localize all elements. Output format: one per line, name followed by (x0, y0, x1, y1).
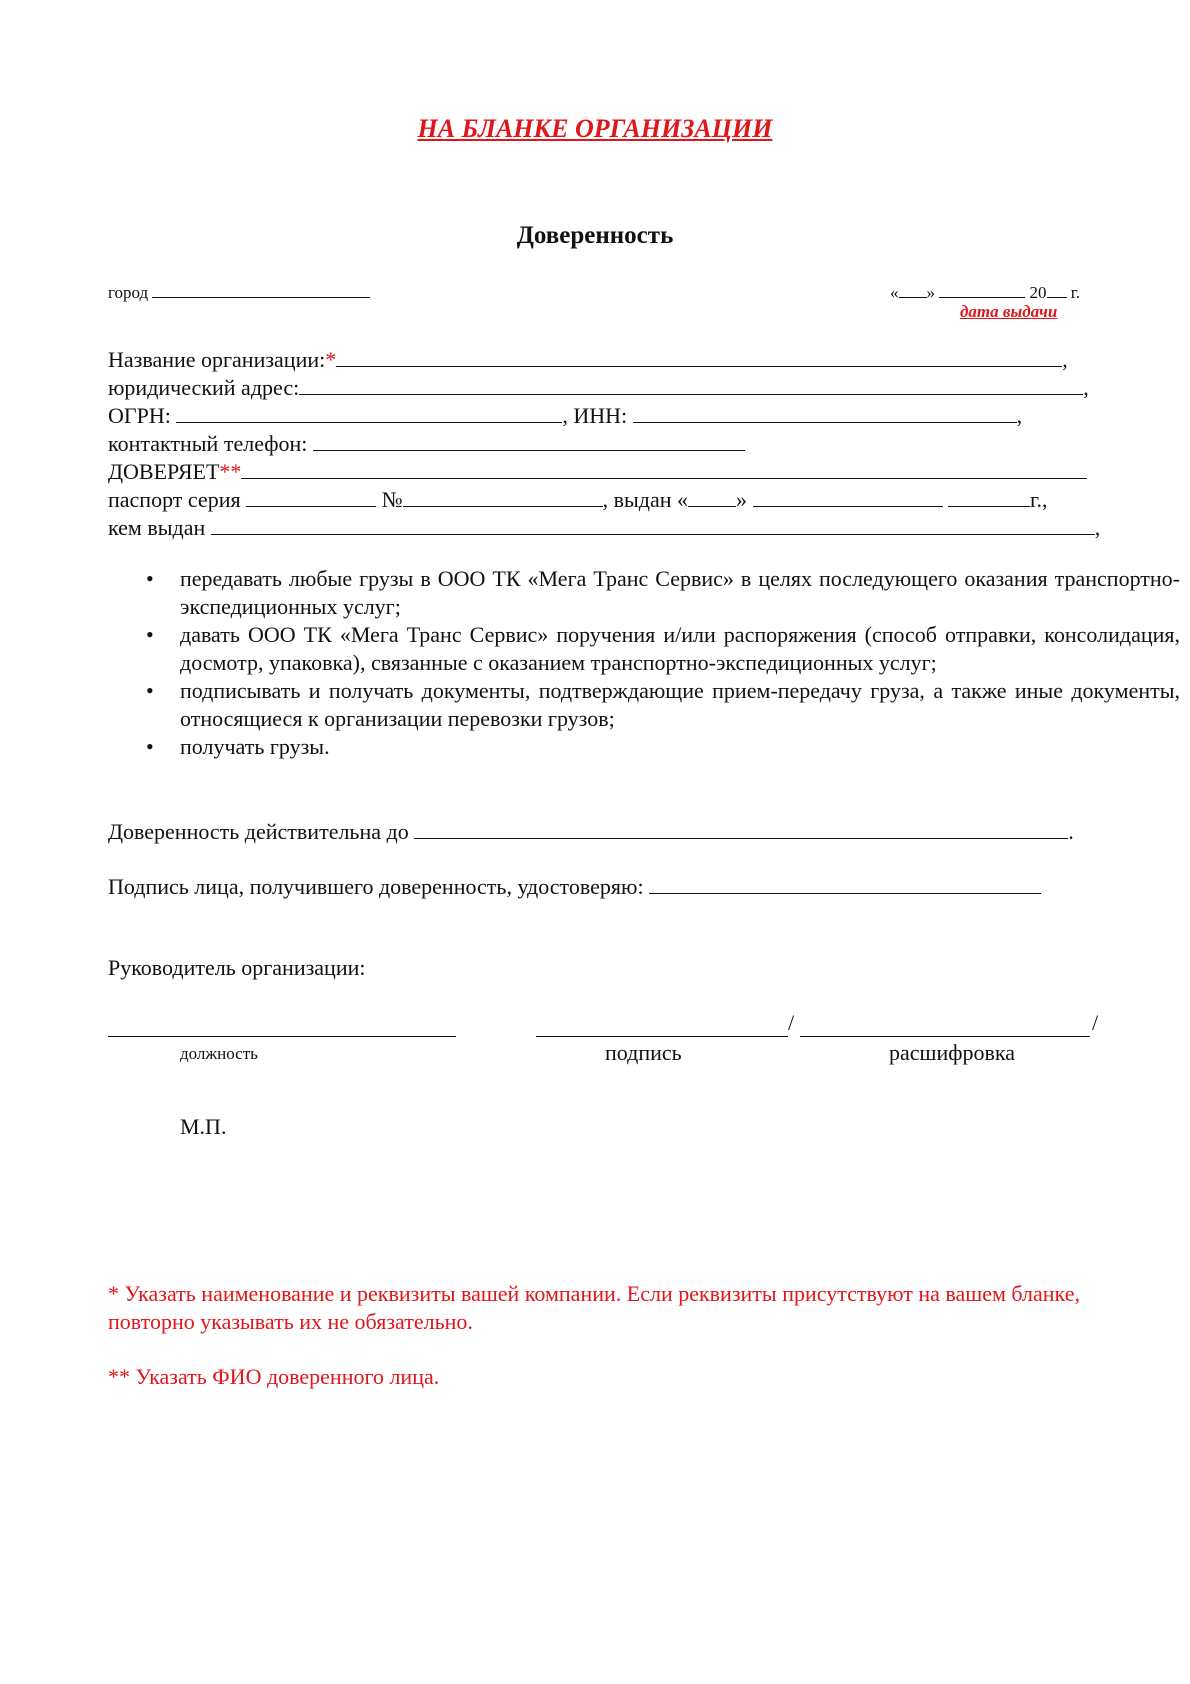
org-name-blank[interactable] (336, 348, 1062, 367)
decoding-blank[interactable] (800, 1036, 1090, 1037)
issued-year-blank[interactable] (948, 488, 1030, 507)
date-open-quote: « (890, 283, 899, 302)
trusted-person-blank[interactable] (241, 460, 1087, 479)
phone-row (108, 430, 745, 458)
inn-comma: , (1016, 403, 1023, 428)
issued-year-suffix: г., (1030, 487, 1048, 512)
city-label: город (108, 283, 149, 302)
trusts-row (108, 458, 1087, 486)
issued-by-row (108, 514, 1100, 542)
list-item: • передавать любые грузы в ООО ТК «Мега Транс Сервис» в целях последующего оказания транспортно-экспедиционных услуг; (180, 565, 1180, 621)
footnote-trusted-person: ** Указать ФИО доверенного лица. (108, 1364, 440, 1389)
issued-by-label: кем выдан (108, 515, 206, 540)
ogrn-blank[interactable] (176, 404, 562, 423)
slash-left: / (788, 1010, 795, 1035)
passport-number-blank[interactable] (403, 488, 603, 507)
issued-day-blank[interactable] (688, 488, 736, 507)
issued-close: » (736, 487, 747, 512)
slash-right: / (1092, 1010, 1099, 1035)
year-prefix: 20 (1029, 283, 1047, 302)
city-blank[interactable] (152, 279, 370, 298)
stamp-label: М.П. (180, 1114, 227, 1139)
issued-label: , выдан « (602, 487, 688, 512)
position-blank[interactable] (108, 1036, 456, 1037)
legal-address-label: юридический адрес: (108, 375, 300, 400)
trusts-mark: ** (219, 459, 242, 484)
valid-until-period: . (1068, 819, 1074, 844)
list-item: • подписывать и получать документы, подтверждающие прием-передачу груза, а также иные документы, относящиеся к организации перевозки грузов; (180, 677, 1180, 733)
ogrn-label: ОГРН: (108, 403, 171, 428)
legal-address-blank[interactable] (299, 376, 1083, 395)
signature-certify-label: Подпись лица, получившего доверенность, удостоверяю: (108, 874, 644, 899)
signature-caption: подпись (605, 1040, 682, 1065)
letterhead-notice: НА БЛАНКЕ ОРГАНИЗАЦИИ (417, 114, 773, 143)
list-item: • давать ООО ТК «Мега Транс Сервис» поручения и/или распоряжения (способ отправки, консолидация, досмотр, упаковка), связанные с оказанием транспортно-экспедиционных услуг; (180, 621, 1180, 677)
signature-blank[interactable] (536, 1036, 788, 1037)
date-note: дата выдачи (960, 302, 1058, 321)
powers-list (108, 565, 1180, 761)
passport-row (108, 486, 1048, 514)
year-suffix: г. (1070, 283, 1081, 302)
year-blank[interactable] (1047, 279, 1067, 298)
org-name-label: Название организации: (108, 347, 326, 372)
decoding-caption: расшифровка (889, 1040, 1016, 1065)
signature-certify-row (108, 873, 1041, 901)
org-name-mark: * (325, 347, 337, 372)
inn-label: , ИНН: (562, 403, 628, 428)
passport-series-blank[interactable] (246, 488, 376, 507)
legal-address-comma: , (1083, 375, 1089, 400)
city-field (108, 279, 370, 303)
valid-until-blank[interactable] (414, 820, 1068, 839)
issued-by-blank[interactable] (211, 516, 1095, 535)
list-item: • получать грузы. (180, 733, 1180, 761)
org-name-comma: , (1062, 347, 1068, 372)
position-caption: должность (180, 1044, 258, 1063)
month-blank[interactable] (939, 279, 1025, 298)
phone-blank[interactable] (313, 432, 745, 451)
valid-until-label: Доверенность действительна до (108, 819, 409, 844)
head-label: Руководитель организации: (108, 955, 366, 980)
document-title: Доверенность (516, 222, 674, 249)
valid-until-row (108, 818, 1074, 846)
phone-label: контактный телефон: (108, 431, 308, 456)
footnote-company: * Указать наименование и реквизиты вашей компании. Если реквизиты присутствуют на вашем бланке, повторно указывать их не обязательно. (108, 1281, 1080, 1334)
day-blank[interactable] (899, 279, 927, 298)
date-close-quote: » (926, 283, 935, 302)
trusts-label: ДОВЕРЯЕТ (108, 459, 220, 484)
legal-address-row (108, 374, 1089, 402)
passport-series-label: паспорт серия (108, 487, 241, 512)
ogrn-inn-row (108, 402, 1022, 430)
org-name-row (108, 346, 1068, 374)
issued-by-comma: , (1094, 515, 1101, 540)
issued-month-blank[interactable] (753, 488, 943, 507)
passport-number-label: № (381, 487, 403, 512)
date-field (890, 279, 1080, 303)
trusted-signature-blank[interactable] (649, 875, 1041, 894)
inn-blank[interactable] (633, 404, 1017, 423)
